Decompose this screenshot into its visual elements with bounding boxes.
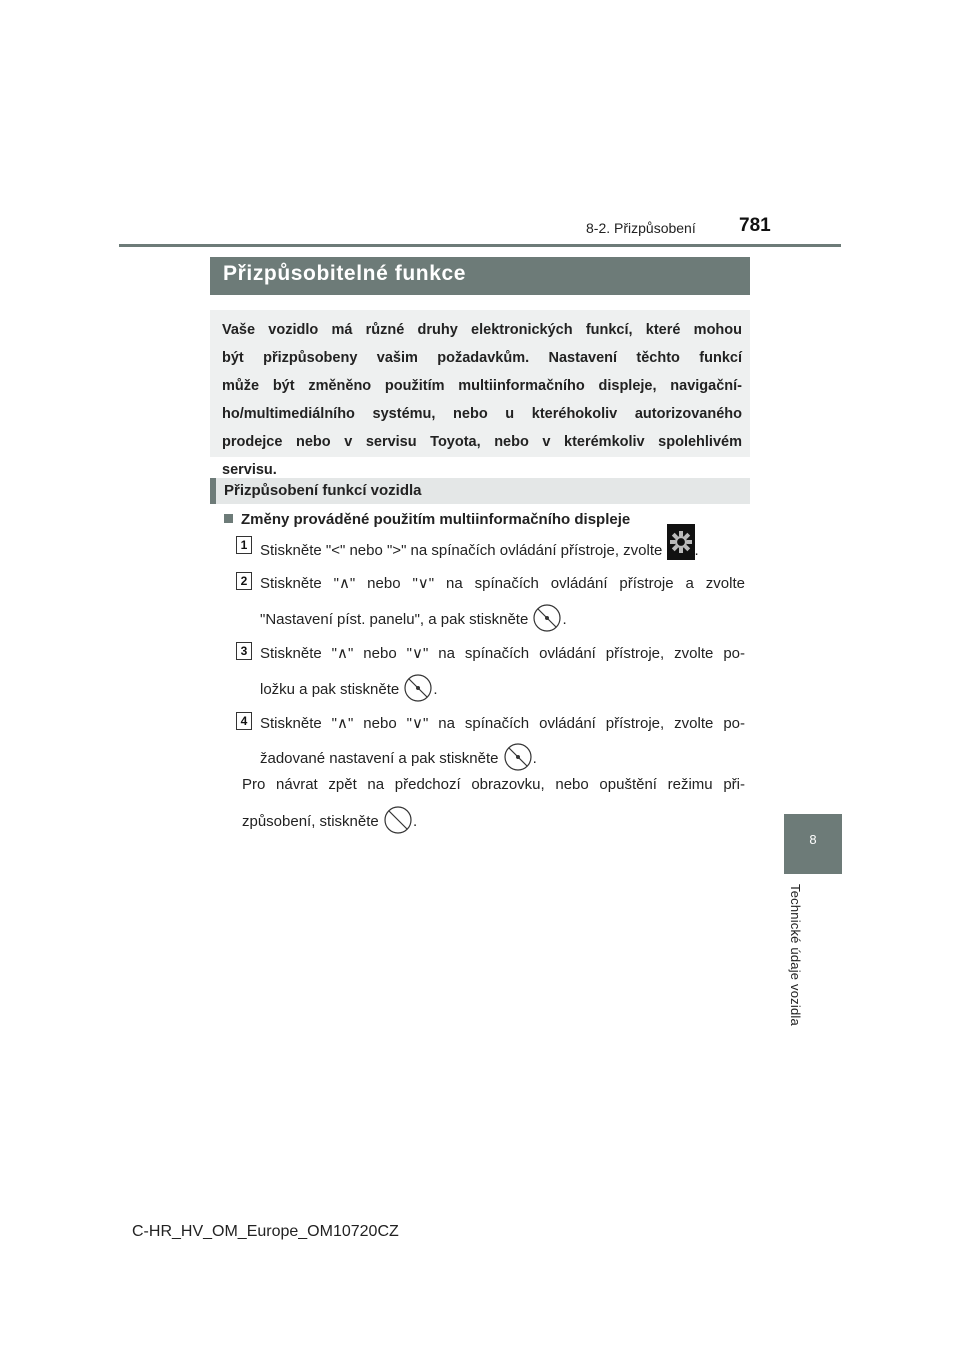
step-1-line: Stiskněte "<" nebo ">" na spínačích ovládání přístroje, zvolte — [260, 541, 663, 559]
step-4-line-end: . — [532, 749, 537, 767]
step-3-line-2: ložku a pak stiskněte — [260, 680, 400, 698]
step-3-text — [260, 673, 438, 707]
step-4-text — [260, 742, 537, 776]
step-2-line-end: . — [562, 610, 567, 628]
step-2-line-2: "Nastavení píst. panelu", a pak stiskněte — [260, 610, 529, 628]
note-text — [242, 805, 417, 839]
document-code: C-HR_HV_OM_Europe_OM10720CZ — [132, 1223, 399, 1240]
step-4-line: Stiskněte "∧" nebo "∨" na spínačích ovládání přístroje, zvolte po- — [260, 715, 745, 732]
subsection-heading-bar — [210, 478, 216, 504]
header-rule — [119, 244, 841, 247]
intro-line: servisu. — [222, 462, 277, 478]
step-1-line-end: . — [694, 541, 699, 559]
chapter-tab — [784, 814, 842, 874]
step-3-line: Stiskněte "∧" nebo "∨" na spínačích ovládání přístroje, zvolte po- — [260, 645, 745, 662]
step-number-box: 1 — [236, 536, 252, 554]
intro-line: být přizpůsobeny vašim požadavkům. Nastavení těchto funkcí — [222, 350, 742, 366]
enter-switch-icon — [532, 603, 562, 637]
chapter-number: 8 — [809, 832, 817, 847]
section-title-bar — [210, 257, 750, 295]
step-2-line: Stiskněte "∧" nebo "∨" na spínačích ovládání přístroje a zvolte — [260, 575, 745, 592]
page-number: 781 — [739, 215, 771, 236]
bullet-heading-text: Změny prováděné použitím multiinformačního displeje — [241, 511, 631, 528]
bullet-square-icon — [224, 514, 233, 523]
subsection-heading-text: Přizpůsobení funkcí vozidla — [224, 482, 422, 499]
step-number-box: 4 — [236, 712, 252, 730]
step-2-text — [260, 603, 567, 637]
enter-switch-icon — [503, 742, 533, 776]
step-4-line-2: žadované nastavení a pak stiskněte — [260, 749, 499, 767]
subsection-heading — [210, 478, 750, 504]
chapter-title: Technické údaje vozidla — [788, 884, 803, 1026]
gear-icon — [667, 524, 695, 564]
step-number-box: 2 — [236, 572, 252, 590]
note-line: Pro návrat zpět na předchozí obrazovku, nebo opuštění režimu při- — [242, 776, 745, 793]
intro-line: Vaše vozidlo má různé druhy elektronických funkcí, které mohou — [222, 322, 742, 338]
note-line-end: . — [412, 812, 418, 830]
intro-line: prodejce nebo v servisu Toyota, nebo v kterémkoliv spolehlivém — [222, 434, 742, 450]
enter-switch-icon — [403, 673, 433, 707]
intro-line: může být změněno použitím multiinformačního displeje, navigační- — [222, 378, 742, 394]
section-reference: 8-2. Přizpůsobení — [586, 220, 696, 236]
step-1-text — [260, 538, 699, 564]
step-3-line-end: . — [433, 680, 438, 698]
intro-box — [210, 310, 750, 478]
step-number-box: 3 — [236, 642, 252, 660]
intro-line: ho/multimediálního systému, nebo u kteréhokoliv autorizovaného — [222, 406, 742, 422]
back-switch-icon — [383, 805, 413, 839]
note-line-2: způsobení, stiskněte — [242, 812, 379, 830]
section-title: Přizpůsobitelné funkce — [223, 262, 467, 285]
bullet-heading — [224, 511, 630, 528]
